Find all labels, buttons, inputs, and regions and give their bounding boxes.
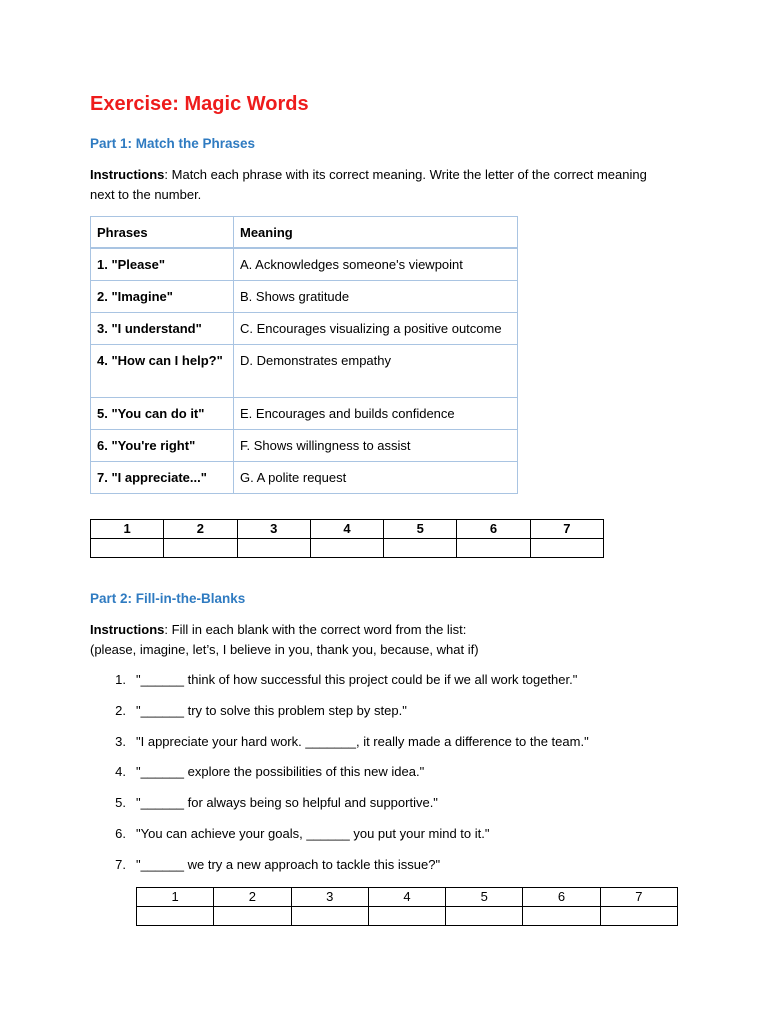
item-text: "______ we try a new approach to tackle this issue?" (136, 856, 441, 872)
table-row (91, 248, 518, 281)
list-item (90, 732, 690, 763)
part1-instructions (90, 165, 650, 205)
item-number: 5. (115, 795, 126, 811)
answer-number: 3 (291, 888, 368, 907)
item-text: "______ explore the possibilities of this new idea." (136, 764, 425, 780)
match-table (90, 216, 518, 494)
item-number: 7. (115, 856, 126, 872)
part2-heading: Part 2: Fill-in-the-Blanks (90, 591, 246, 606)
part2-instructions-label: Instructions (90, 622, 165, 637)
table-row (91, 430, 518, 462)
answer-grid-blank-row (91, 539, 604, 558)
answer-number: 7 (530, 520, 603, 539)
answer-number: 2 (214, 888, 291, 907)
part1-instructions-label: Instructions (90, 167, 165, 182)
part2-instructions-text: : Fill in each blank with the correct word from the list: (164, 622, 467, 637)
table-row (91, 345, 518, 398)
answer-number: 1 (137, 888, 214, 907)
item-text: "______ for always being so helpful and supportive." (136, 795, 438, 811)
page-title: Exercise: Magic Words (90, 93, 309, 115)
list-item (90, 855, 690, 886)
list-item (90, 701, 690, 732)
answer-blank-cell[interactable] (310, 539, 383, 558)
answer-number: 3 (237, 520, 310, 539)
part2-answer-grid (136, 887, 678, 926)
fill-in-list (90, 670, 690, 886)
meaning-cell: D. Demonstrates empathy (234, 345, 518, 398)
item-number: 2. (115, 702, 126, 718)
answer-number: 6 (457, 520, 530, 539)
list-item (90, 762, 690, 793)
phrase-cell: 3. "I understand" (91, 313, 234, 345)
answer-blank-cell[interactable] (600, 907, 677, 926)
answer-number: 2 (164, 520, 237, 539)
answer-blank-cell[interactable] (91, 539, 164, 558)
answer-blank-cell[interactable] (137, 907, 214, 926)
answer-number: 1 (91, 520, 164, 539)
part2-instructions (90, 620, 650, 660)
part1-instructions-text: : Match each phrase with its correct meaning. Write the letter of the correct meaning next to the number. (90, 167, 647, 202)
item-text: "______ try to solve this problem step by step." (136, 702, 407, 718)
table-row (91, 462, 518, 494)
item-text: "______ think of how successful this project could be if we all work together." (136, 672, 578, 687)
answer-number: 4 (368, 888, 445, 907)
phrase-cell: 4. "How can I help?" (91, 345, 234, 398)
phrase-cell: 1. "Please" (91, 248, 234, 281)
list-item (90, 793, 690, 824)
answer-blank-cell[interactable] (164, 539, 237, 558)
meaning-cell: A. Acknowledges someone's viewpoint (234, 248, 518, 281)
answer-blank-cell[interactable] (446, 907, 523, 926)
item-text: "I appreciate your hard work. _______, it really made a difference to the team." (136, 733, 589, 749)
meaning-cell: G. A polite request (234, 462, 518, 494)
header-meaning: Meaning (234, 217, 518, 249)
answer-grid-number-row (91, 520, 604, 539)
answer-blank-cell[interactable] (457, 539, 530, 558)
list-item (90, 670, 690, 701)
answer-blank-cell[interactable] (530, 539, 603, 558)
answer-blank-cell[interactable] (368, 907, 445, 926)
answer-blank-cell[interactable] (523, 907, 600, 926)
list-item (90, 824, 690, 855)
table-row (91, 313, 518, 345)
table-row (91, 281, 518, 313)
answer-blank-cell[interactable] (384, 539, 457, 558)
item-number: 6. (115, 825, 126, 841)
answer-grid-number-row (137, 888, 678, 907)
phrase-cell: 2. "Imagine" (91, 281, 234, 313)
phrase-cell: 5. "You can do it" (91, 398, 234, 430)
meaning-cell: E. Encourages and builds confidence (234, 398, 518, 430)
part1-heading: Part 1: Match the Phrases (90, 136, 256, 151)
meaning-cell: C. Encourages visualizing a positive outcome (234, 313, 518, 345)
item-number: 3. (115, 733, 126, 749)
answer-number: 6 (523, 888, 600, 907)
answer-number: 4 (310, 520, 383, 539)
phrase-cell: 6. "You're right" (91, 430, 234, 462)
part1-answer-grid (90, 519, 604, 558)
item-number: 4. (115, 764, 126, 780)
table-row (91, 398, 518, 430)
item-text: "You can achieve your goals, ______ you put your mind to it." (136, 825, 490, 841)
answer-number: 5 (384, 520, 457, 539)
item-number: 1. (115, 672, 126, 687)
meaning-cell: F. Shows willingness to assist (234, 430, 518, 462)
part2-word-list: (please, imagine, let’s, I believe in you, thank you, because, what if) (90, 642, 479, 657)
answer-blank-cell[interactable] (291, 907, 368, 926)
phrase-cell: 7. "I appreciate..." (91, 462, 234, 494)
match-table-header-row (91, 217, 518, 249)
answer-number: 5 (446, 888, 523, 907)
answer-grid-blank-row (137, 907, 678, 926)
answer-number: 7 (600, 888, 677, 907)
answer-blank-cell[interactable] (237, 539, 310, 558)
meaning-cell: B. Shows gratitude (234, 281, 518, 313)
header-phrases: Phrases (91, 217, 234, 249)
answer-blank-cell[interactable] (214, 907, 291, 926)
